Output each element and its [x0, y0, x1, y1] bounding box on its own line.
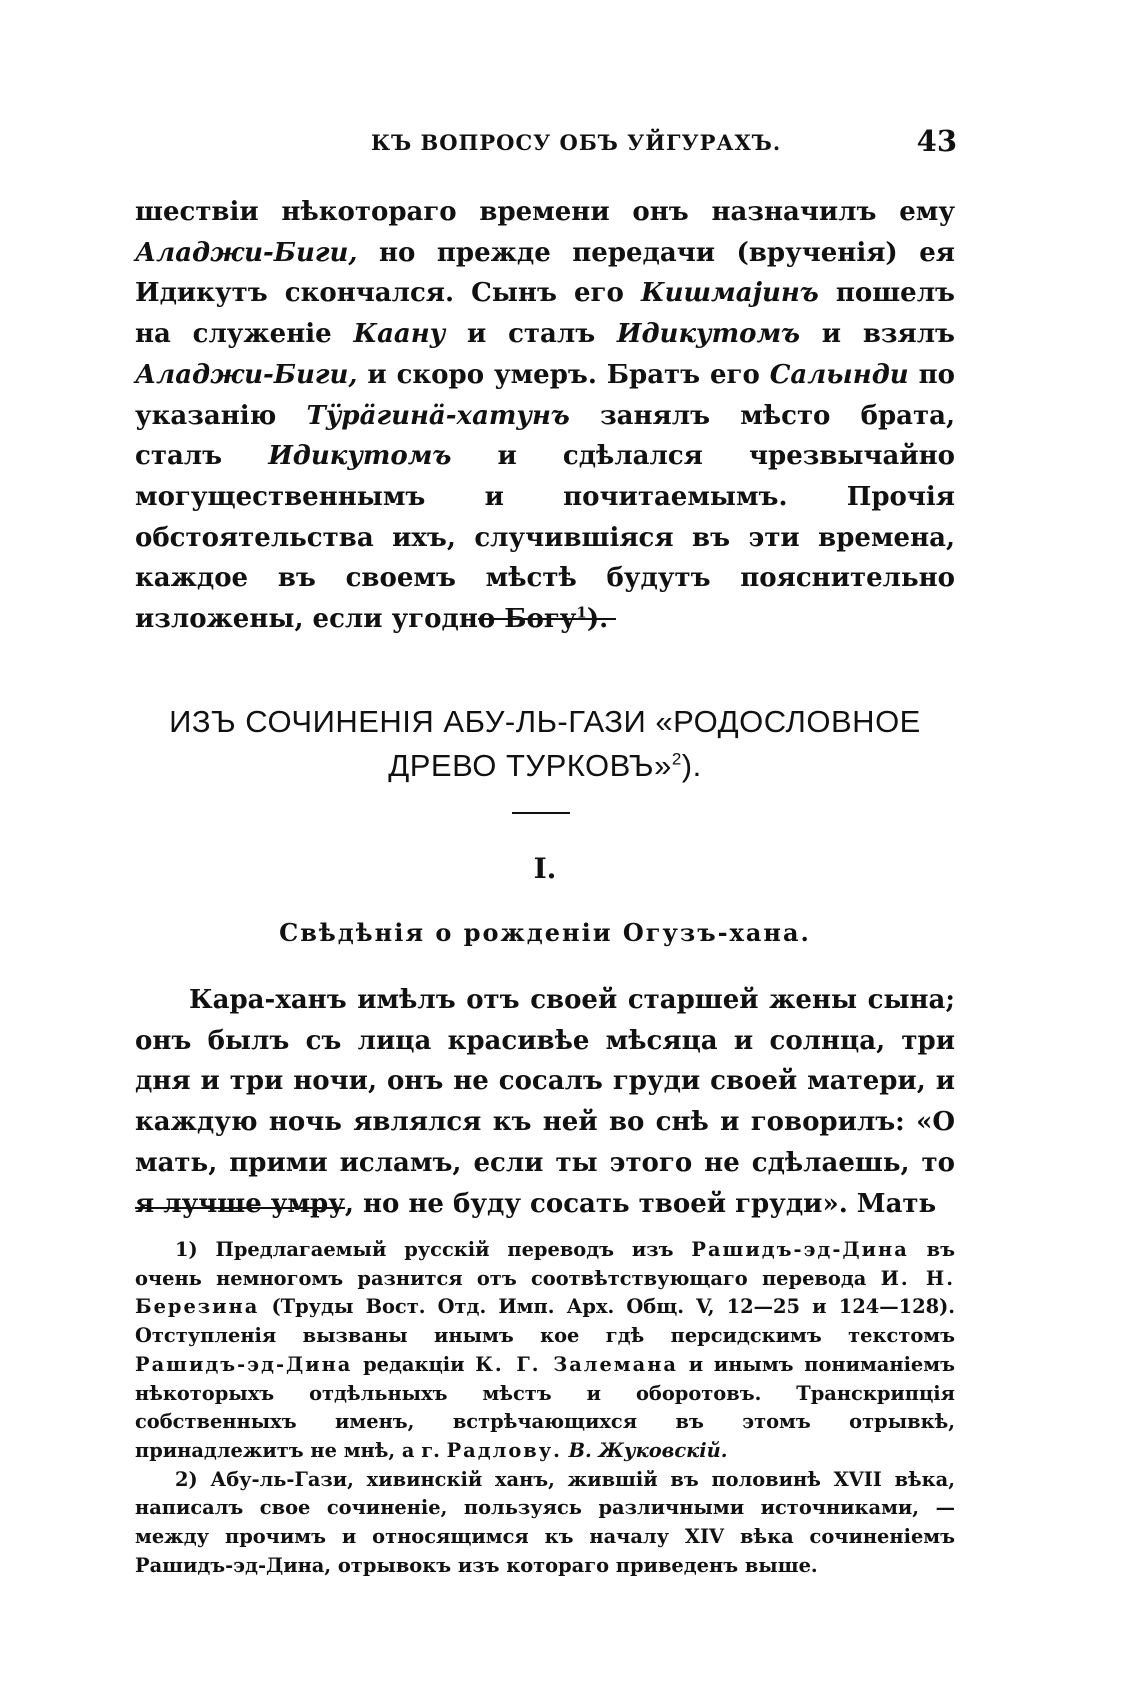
italic-name: Салынди — [769, 359, 909, 390]
text-run: въ очень немногомъ разнится отъ соотвѣтствующаго перевода — [135, 1238, 955, 1290]
footnotes — [135, 1236, 955, 1580]
italic-name: Аладжи-Биги, — [135, 359, 358, 390]
text-run: (Труды Вост. Отд. Имп. Арх. Общ. V, 12—25 и 124—128). Отступленія вызваны инымъ кое гдѣ персидскимъ текстомъ — [135, 1295, 955, 1348]
text-run: и сдѣлался чрезвычайно могущественнымъ и почитаемымъ. Прочія обстоятельства ихъ, случившіяся въ эти времена, каждое въ своемъ мѣстѣ будутъ пояснительно изложены, если угодно Богу — [135, 441, 955, 635]
footnote-signature: В. Жуковскій. — [568, 1438, 728, 1462]
text-run: и взялъ — [800, 319, 955, 350]
text-run: и сталъ — [445, 319, 617, 350]
chapter-heading — [135, 700, 955, 788]
spaced-name: К. Г. Залемана — [475, 1352, 678, 1376]
spaced-name: Рашидъ-эд-Дина — [691, 1238, 909, 1261]
chapter-heading-text: ИЗЪ СОЧИНЕНІЯ АБУ-ЛЬ-ГАЗИ «РОДОСЛОВНОЕ ДРЕВО ТУРКОВЪ» — [169, 704, 921, 783]
italic-name: Аладжи-Биги, — [135, 237, 358, 268]
text-run: редакціи — [352, 1352, 476, 1376]
chapter-heading-tail: ). — [681, 748, 702, 783]
section-numeral: I. — [533, 852, 557, 885]
spaced-name: Радлову. — [446, 1438, 562, 1462]
text-run: пошелъ на служеніе — [135, 278, 955, 350]
footnote-ref-1: 1 — [576, 603, 587, 622]
text-run: 1) Предлагаемый русскій переводъ изъ — [175, 1238, 692, 1261]
text-run: но прежде передачи (врученія) ея Идикутъ скончался. Сынъ его — [135, 237, 955, 309]
page-header — [135, 124, 965, 168]
text-run: по указанію — [135, 359, 955, 431]
heading-divider — [512, 812, 570, 814]
spaced-name: И. Н. Березина — [135, 1266, 955, 1319]
footnote-ref-2: 2 — [671, 749, 682, 769]
page-number: 43 — [916, 124, 957, 158]
italic-name: Кишмаjинъ — [640, 278, 819, 309]
spaced-name: Рашидъ-эд-Дина — [135, 1352, 353, 1376]
paragraph-continuation — [135, 192, 955, 640]
paragraph-main: Кара-ханъ имѣлъ отъ своей старшей жены сына; онъ былъ съ лица красивѣе мѣсяца и солнца, три дня и три ночи, онъ не сосалъ груди своей матери, и каждую ночь являлся къ ней во снѣ и говорилъ: «О мать, прими исламъ, если ты этого не сдѣлаешь, то я лучше умру, но не буду сосать твоей груди». Мать — [135, 985, 955, 1219]
text-run: занялъ мѣсто брата, сталъ — [135, 400, 956, 472]
text-run: и скоро умеръ. Братъ его — [357, 359, 770, 390]
footnote-2: 2) Абу-ль-Гази, хивинскій ханъ, жившій въ половинѣ XVII вѣка, написалъ свое сочиненіе, пользуясь различными источниками, — между прочимъ и относящимся къ началу XIV вѣка сочиненіемъ Рашидъ-эд-Дина, отрывокъ изъ котораго приведенъ выше. — [135, 1467, 955, 1577]
italic-name: Тӱрӓгинӓ-хатунъ — [306, 400, 570, 431]
section-subtitle: Свѣдѣнія о рожденіи Огузъ-хана. — [279, 918, 811, 947]
text-run: шествіи нѣкотораго времени онъ назначилъ ему — [135, 197, 955, 227]
text-run: ). — [586, 604, 609, 635]
italic-name: Каану — [353, 319, 446, 350]
section-divider — [478, 618, 616, 620]
italic-name: Идикутомъ — [616, 319, 801, 350]
footnote-divider — [135, 1207, 345, 1209]
running-title: КЪ ВОПРОСУ ОБЪ УЙГУРАХЪ. — [371, 130, 782, 155]
italic-name: Идикутомъ — [268, 441, 452, 472]
footnote-1 — [135, 1236, 955, 1466]
text-run: и инымъ пониманіемъ нѣкоторыхъ отдѣльныхъ мѣстъ и оборотовъ. Транскрипція собственныхъ именъ, встрѣчающихся въ этомъ отрывкѣ, принадлежитъ не мнѣ, а г. — [135, 1352, 955, 1462]
